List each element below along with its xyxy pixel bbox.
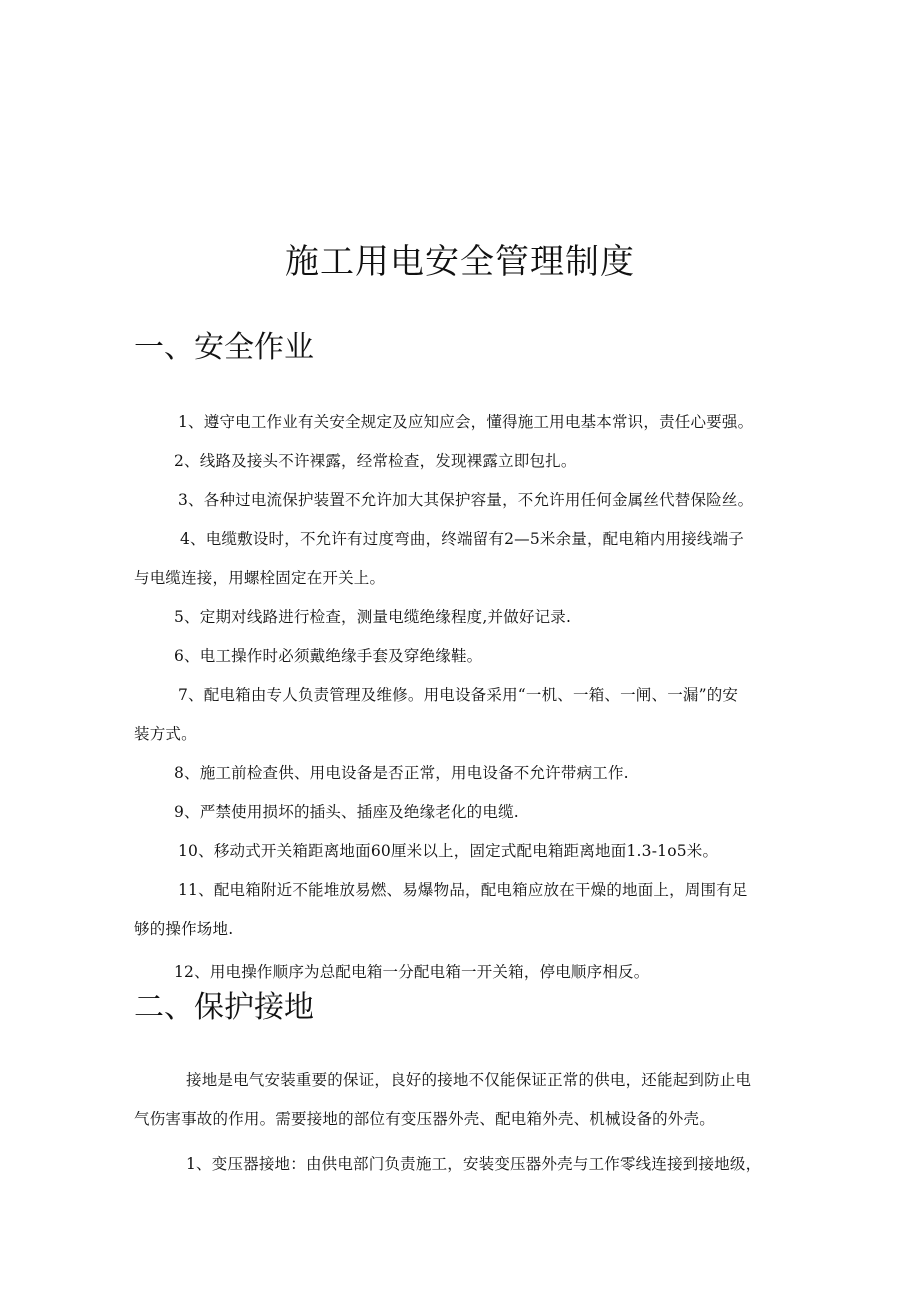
rule-item-11-continued: 够的操作场地. — [134, 920, 234, 938]
section-1-body — [134, 403, 806, 992]
rule-item-3: 3、各种过电流保护装置不允许加大其保护容量，不允许用任何金属丝代替保险丝。 — [178, 491, 754, 509]
rule-item-7: 7、配电箱由专人负责管理及维修。用电设备采用“一机、一箱、一闸、一漏”的安 — [178, 686, 739, 704]
grounding-intro-continued: 气伤害事故的作用。需要接地的部位有变压器外壳、配电箱外壳、机械设备的外壳。 — [134, 1110, 715, 1128]
document-title: 施工用电安全管理制度 — [285, 242, 635, 282]
rule-item-4: 4、电缆敷设时，不允许有过度弯曲，终端留有2—5米余量，配电箱内用接线端子 — [180, 530, 744, 548]
grounding-item-1: 1、变压器接地：由供电部门负责施工，安装变压器外壳与工作零线连接到接地级， — [186, 1155, 762, 1173]
rule-item-7-continued: 装方式。 — [134, 725, 197, 743]
rule-item-11: 11、配电箱附近不能堆放易燃、易爆物品，配电箱应放在干燥的地面上，周围有足 — [178, 881, 748, 899]
rule-item-5: 5、定期对线路进行检查，测量电缆绝缘程度,并做好记录. — [174, 608, 572, 626]
rule-item-10: 10、移动式开关箱距离地面60厘米以上，固定式配电箱距离地面1.3-1o5米。 — [178, 842, 719, 860]
rule-item-4-continued: 与电缆连接，用螺栓固定在开关上。 — [134, 569, 386, 587]
rule-item-6: 6、电工操作时必须戴绝缘手套及穿绝缘鞋。 — [174, 647, 483, 665]
rule-item-8: 8、施工前检查供、用电设备是否正常，用电设备不允许带病工作. — [174, 764, 629, 782]
rule-item-9: 9、严禁使用损坏的插头、插座及绝缘老化的电缆. — [174, 803, 519, 821]
rule-item-2: 2、线路及接头不许裸露，经常检查，发现裸露立即包扎。 — [174, 452, 577, 470]
section-heading-safety-operations: 一、安全作业 — [134, 330, 314, 365]
grounding-intro: 接地是电气安装重要的保证，良好的接地不仅能保证正常的供电，还能起到防止电 — [186, 1071, 752, 1089]
section-heading-protective-grounding: 二、保护接地 — [134, 990, 314, 1025]
section-2-body — [134, 1061, 806, 1184]
rule-item-12: 12、用电操作顺序为总配电箱一分配电箱一开关箱，停电顺序相反。 — [174, 963, 650, 981]
rule-item-1: 1、遵守电工作业有关安全规定及应知应会，懂得施工用电基本常识，责任心要强。 — [178, 413, 754, 431]
